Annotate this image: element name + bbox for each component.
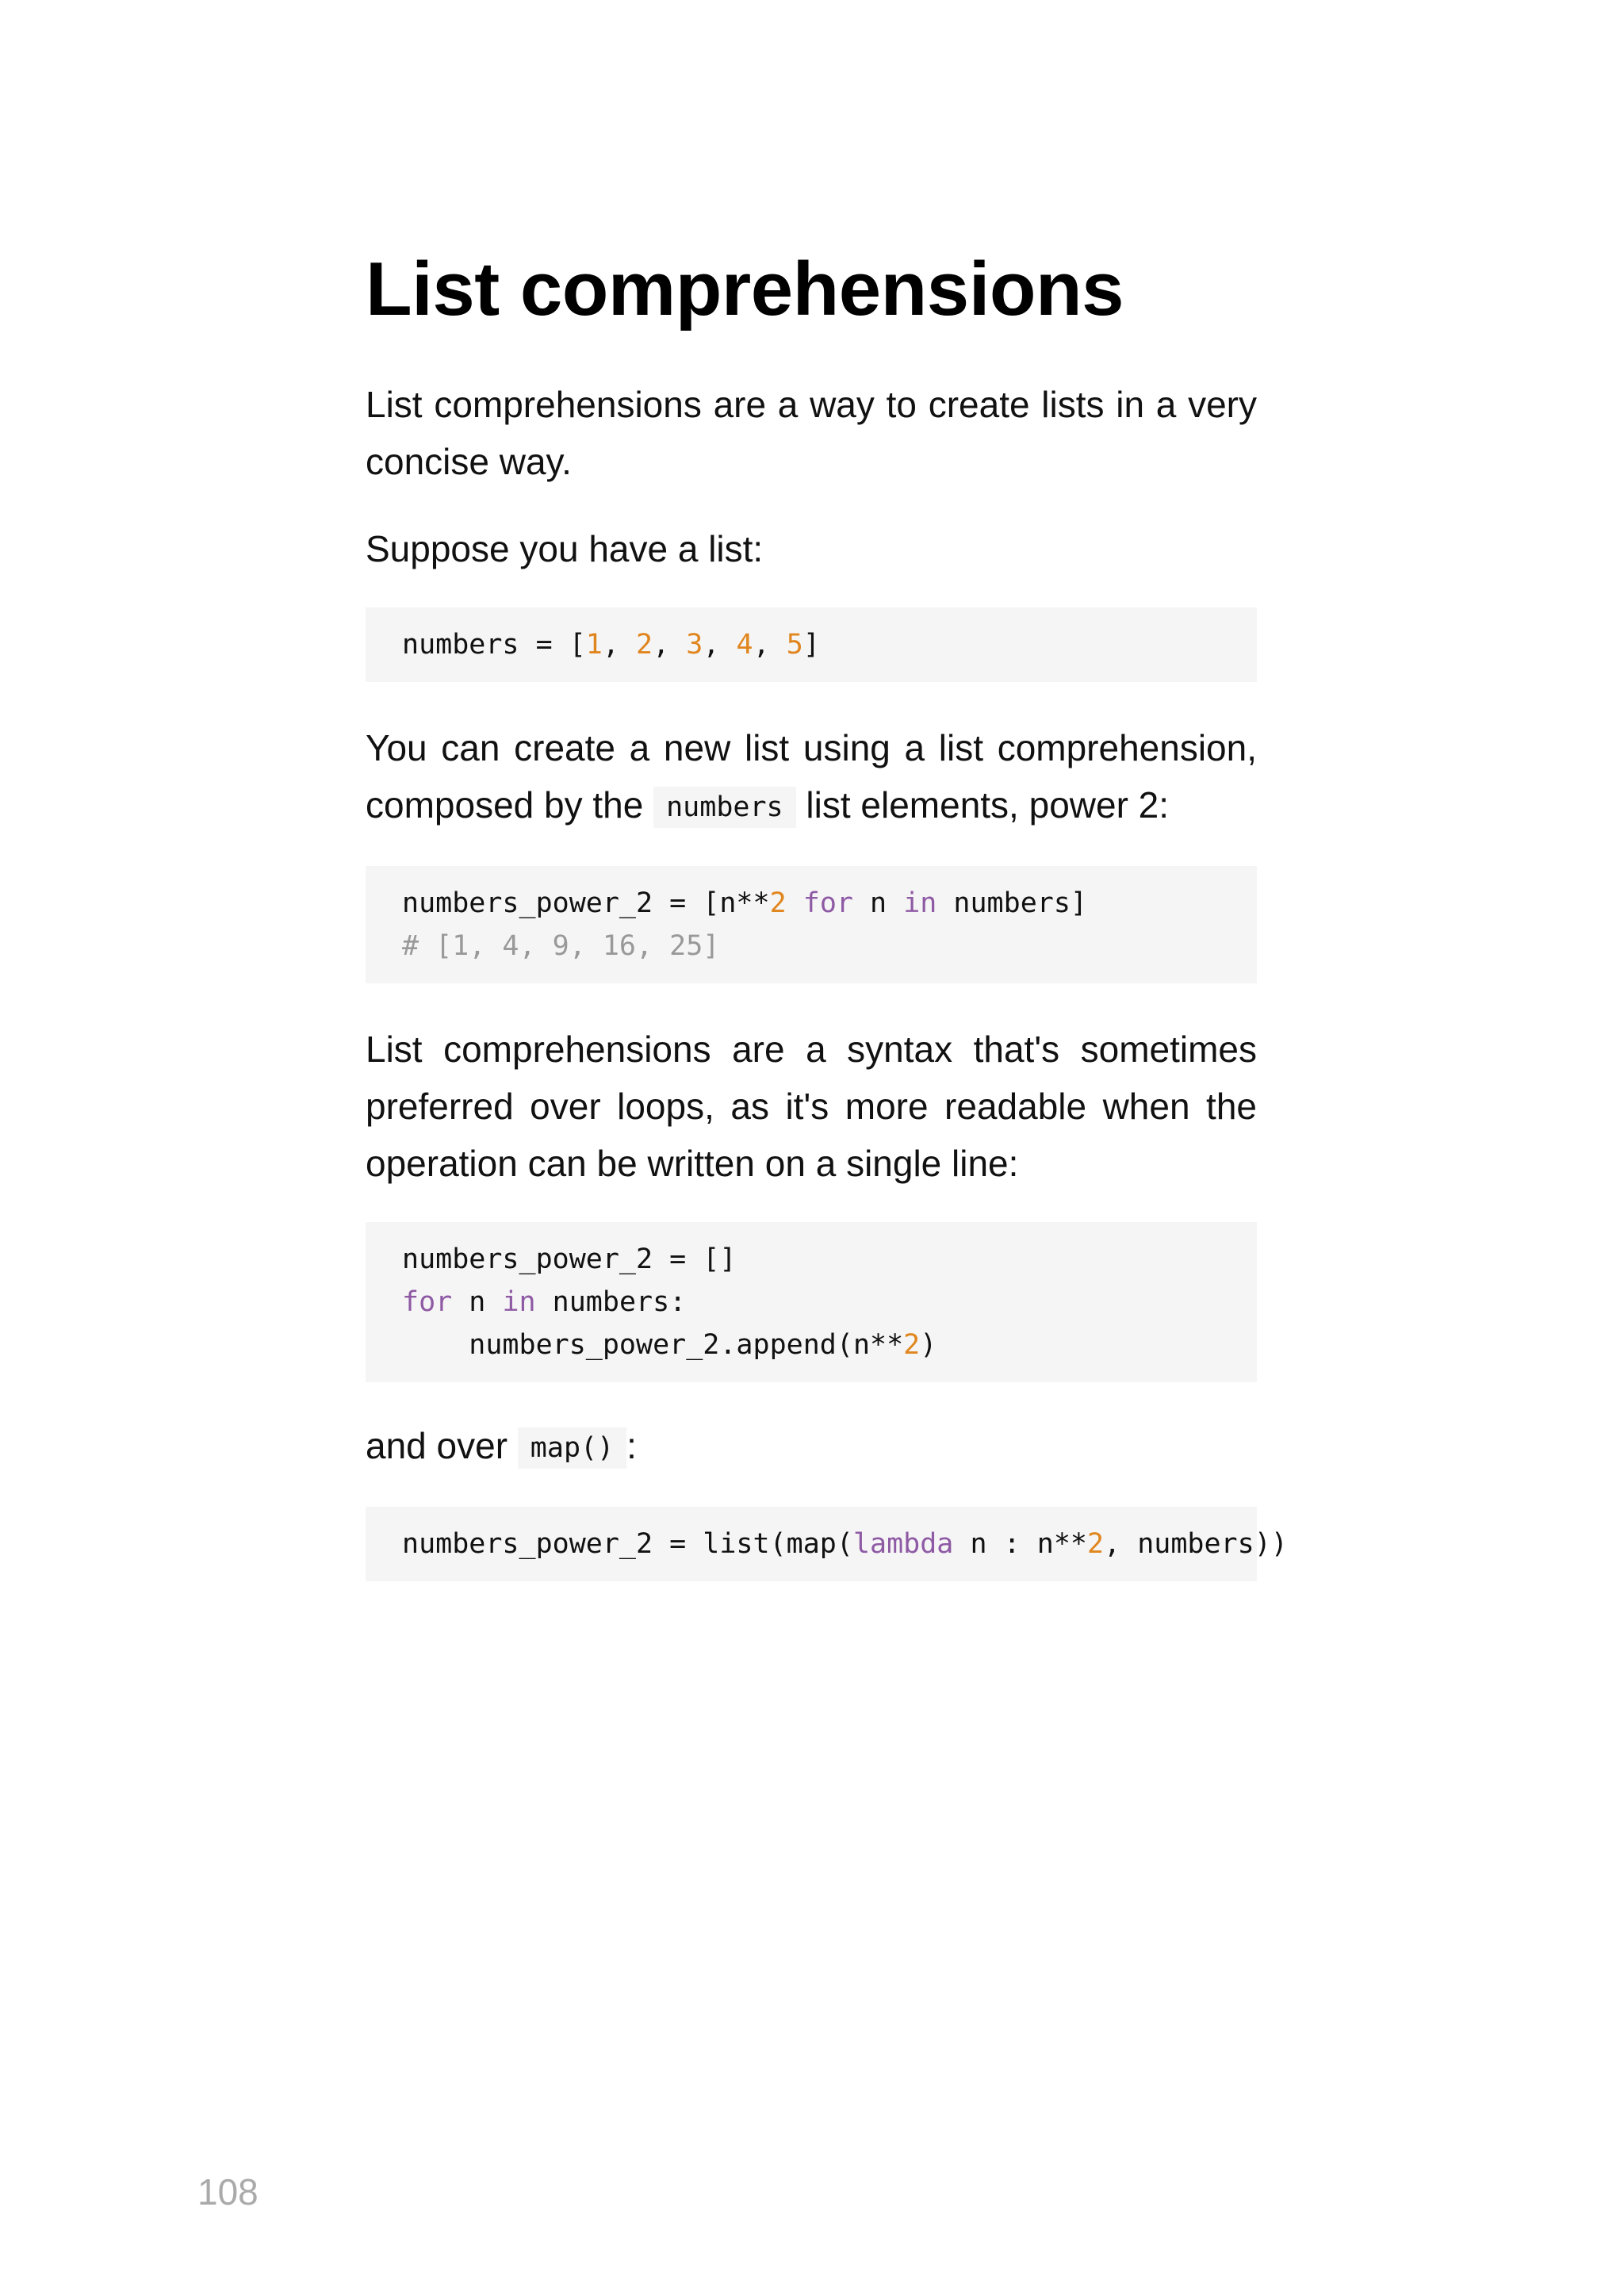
code-line bbox=[402, 623, 1220, 666]
code-text: , numbers)) bbox=[1104, 1528, 1288, 1560]
code-text: numbers] bbox=[936, 887, 1087, 919]
create-text-before: You can create a new list using a list comprehension, composed by the bbox=[366, 727, 1257, 826]
code-line: numbers_power_2 = [] bbox=[402, 1243, 737, 1275]
code-text bbox=[787, 887, 803, 919]
code-number: 2 bbox=[903, 1329, 921, 1361]
page-number: 108 bbox=[197, 2171, 259, 2213]
code-text: n bbox=[452, 1286, 503, 1318]
suppose-paragraph: Suppose you have a list: bbox=[366, 528, 764, 569]
code-number: 2 bbox=[1086, 1528, 1105, 1560]
create-text-after: list elements, power 2: bbox=[806, 784, 1170, 826]
code-block-for-loop bbox=[366, 1222, 1257, 1382]
syntax-paragraph: List comprehensions are a syntax that's sometimes preferred over loops, as it's more readable when the operation can be written on a single line: bbox=[366, 1029, 1257, 1184]
code-comment: # [1, 4, 9, 16, 25] bbox=[402, 930, 720, 962]
code-text: , bbox=[602, 629, 637, 661]
code-line bbox=[402, 882, 1220, 925]
code-text: ) bbox=[920, 1329, 937, 1361]
code-text: ] bbox=[802, 629, 820, 661]
code-keyword: for bbox=[802, 887, 853, 919]
map-text-before: and over bbox=[366, 1425, 508, 1466]
inline-code-numbers: numbers bbox=[653, 787, 796, 828]
map-text-after: : bbox=[626, 1425, 637, 1466]
code-line bbox=[402, 1523, 1288, 1565]
intro-paragraph: List comprehensions are a way to create lists in a very concise way. bbox=[366, 384, 1257, 482]
code-number: 4 bbox=[736, 629, 753, 661]
code-text: n bbox=[852, 887, 904, 919]
code-block-map-lambda bbox=[366, 1507, 1288, 1581]
code-keyword: in bbox=[903, 887, 937, 919]
code-block-numbers-list bbox=[366, 607, 1257, 682]
code-number: 1 bbox=[585, 629, 603, 661]
code-number: 2 bbox=[769, 887, 787, 919]
code-text: , bbox=[653, 629, 687, 661]
code-line bbox=[402, 1324, 1220, 1366]
code-number: 5 bbox=[786, 629, 803, 661]
map-paragraph bbox=[366, 1417, 1257, 1477]
code-keyword: for bbox=[402, 1286, 453, 1318]
code-text: numbers: bbox=[535, 1286, 687, 1318]
create-paragraph bbox=[366, 719, 1257, 836]
code-text: numbers_power_2 = list(map( bbox=[402, 1528, 853, 1560]
code-block-list-comprehension bbox=[366, 866, 1257, 983]
code-text: , bbox=[753, 629, 787, 661]
code-text: numbers_power_2.append(n** bbox=[402, 1329, 904, 1361]
page-content bbox=[366, 238, 1288, 1581]
code-keyword: lambda bbox=[852, 1528, 954, 1560]
code-keyword: in bbox=[502, 1286, 536, 1318]
code-number: 2 bbox=[636, 629, 653, 661]
code-text: numbers = [ bbox=[402, 629, 586, 661]
code-text: numbers_power_2 = [n** bbox=[402, 887, 770, 919]
code-text: n : n** bbox=[953, 1528, 1087, 1560]
code-number: 3 bbox=[686, 629, 703, 661]
page-title: List comprehensions bbox=[366, 247, 1124, 331]
inline-code-map: map() bbox=[518, 1427, 626, 1469]
code-line bbox=[402, 1281, 1220, 1324]
code-text: , bbox=[703, 629, 737, 661]
